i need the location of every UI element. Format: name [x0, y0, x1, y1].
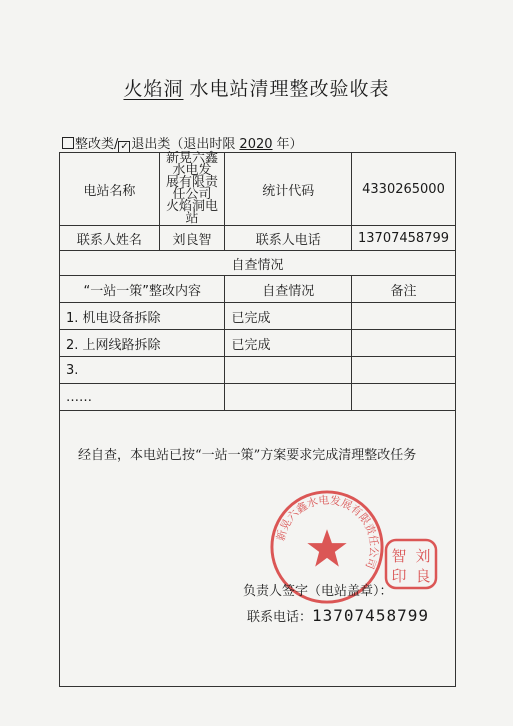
row-content: 3.: [60, 357, 225, 384]
row-note: [352, 330, 456, 357]
phone-line: [247, 606, 429, 625]
row-status: 已完成: [225, 303, 352, 330]
row-note: [352, 357, 456, 384]
station-name-line: 展有限责任公司: [166, 175, 219, 202]
col-header-status: 自查情况: [225, 276, 352, 303]
station-name-line: 新晃六鑫水电发: [166, 151, 219, 178]
stamp-char: 良: [415, 567, 431, 585]
col-header-notes: 备注: [352, 276, 456, 303]
stamp-char: 刘: [415, 547, 431, 565]
section-header: 自查情况: [60, 251, 456, 276]
signature-line: [243, 580, 393, 599]
table-row: [60, 357, 456, 384]
station-name-label: 电站名称: [60, 153, 160, 226]
stamp-char: 智: [391, 547, 407, 565]
stat-code-label: 统计代码: [225, 153, 352, 226]
title-suffix: 水电站清理整改验收表: [189, 78, 390, 100]
row-note: [352, 303, 456, 330]
table-row: [60, 384, 456, 411]
checkbox-exit[interactable]: ✓: [120, 141, 129, 152]
station-name-line: 火焰洞电站: [166, 199, 219, 226]
row-content: 1. 机电设备拆除: [60, 303, 225, 330]
table-row: [60, 330, 456, 357]
row-content: ……: [60, 384, 225, 411]
phone-handwritten-value: 13707458799: [312, 606, 429, 625]
checkbox-rectification[interactable]: [62, 137, 74, 149]
seal-text: 新晃六鑫水电发展有限责任公司: [274, 493, 381, 571]
row-status: [225, 384, 352, 411]
station-name-value: [159, 153, 225, 226]
form-title: [0, 74, 513, 101]
contact-phone-label: 联系人电话: [225, 226, 352, 251]
table-row: [60, 303, 456, 330]
station-name-fill: 火焰洞: [123, 78, 184, 100]
stamp-char: 印: [391, 567, 407, 585]
year-suffix: 年）: [276, 137, 303, 152]
contact-name-label: 联系人姓名: [60, 226, 160, 251]
row-status: [225, 357, 352, 384]
category-line: 整改类/ ✓ 退出类（退出时限 2020 年）: [62, 133, 303, 153]
signature-label: 负责人签字（电站盖章）：: [243, 584, 393, 599]
row-status: 已完成: [225, 330, 352, 357]
row-note: [352, 384, 456, 411]
conclusion-statement: 经自查，本电站已按“一站一策”方案要求完成清理整改任务: [78, 448, 417, 463]
option-exit-label: 退出类（退出时限: [131, 137, 236, 152]
contact-phone-value: 13707458799: [352, 226, 456, 251]
exit-year: 2020: [239, 137, 273, 152]
row-content: 2. 上网线路拆除: [60, 330, 225, 357]
col-header-content: “一站一策”整改内容: [60, 276, 225, 303]
phone-label: 联系电话：: [247, 610, 313, 625]
contact-name-value: 刘良智: [159, 226, 225, 251]
option-rectification-label: 整改类: [75, 137, 115, 152]
stat-code-value: 4330265000: [352, 153, 456, 226]
